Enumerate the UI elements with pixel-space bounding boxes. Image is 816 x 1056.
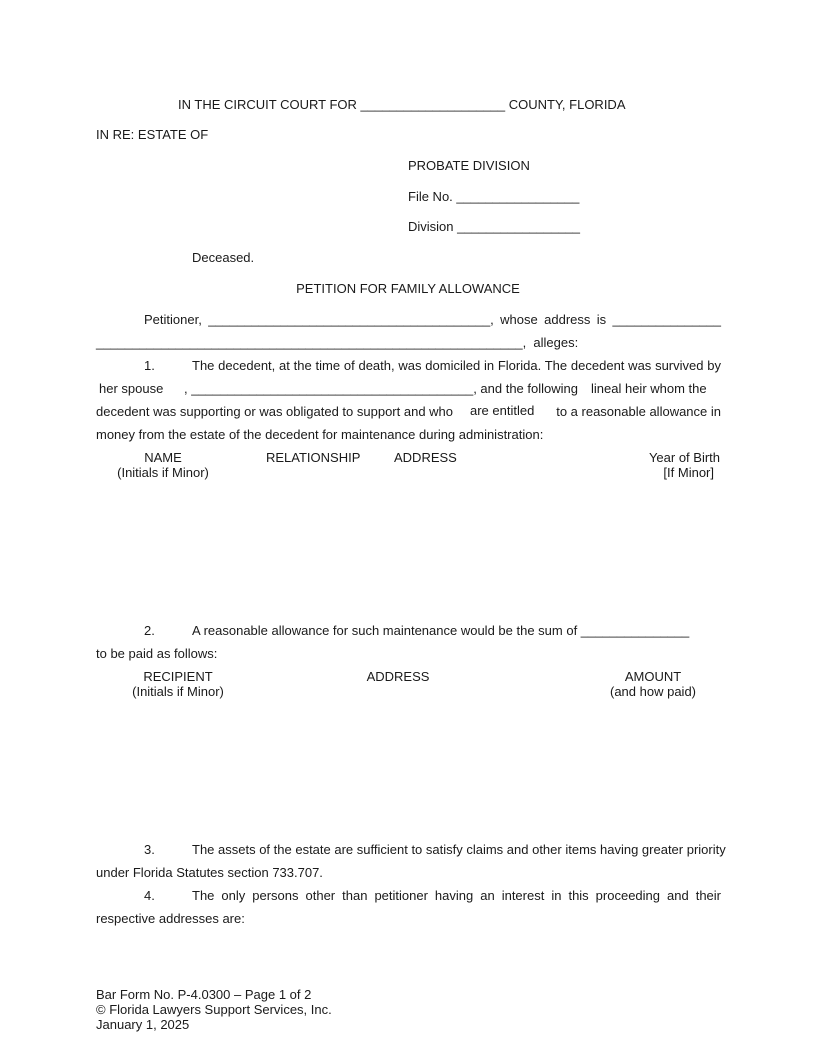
para1-line3b: are entitled [470,403,535,418]
division-field: Division _________________ [408,219,581,234]
para1-line1: The decedent, at the time of death, was domiciled in Florida. The decedent was survived by [192,358,721,373]
col-address-2: ADDRESS [366,669,430,684]
probate-division-label: PROBATE DIVISION [408,158,530,173]
para3-number: 3. [144,842,155,857]
para4-line1: The only persons other than petitioner having an interest in this proceeding and their [192,888,721,903]
col-amount: AMOUNT [624,669,682,684]
col-name: NAME [144,450,182,465]
para1-line3c: to a reasonable allowance in [556,404,721,419]
petitioner-line: Petitioner, _______________________________________, whose address is _______________ [144,312,721,327]
col-name-sub: (Initials if Minor) [117,465,209,480]
para1-spouse: her spouse [99,381,164,396]
para2-number: 2. [144,623,155,638]
deceased-label: Deceased. [192,250,255,265]
footer-copyright: © Florida Lawyers Support Services, Inc. [96,1002,332,1017]
col-recipient: RECIPIENT [143,669,213,684]
para2-line1: A reasonable allowance for such maintenance would be the sum of _______________ [192,623,690,638]
para2-line2: to be paid as follows: [96,646,218,661]
footer-date: January 1, 2025 [96,1017,190,1032]
petitioner-address-line: ___________________________________________________________, alleges: [96,335,579,350]
in-re-estate-label: IN RE: ESTATE OF [96,127,209,142]
para1-lineal-heir: lineal heir whom the [591,381,707,396]
col-recipient-sub: (Initials if Minor) [132,684,224,699]
court-heading: IN THE CIRCUIT COURT FOR ____________________ COUNTY, FLORIDA [178,97,626,112]
para3-line2: under Florida Statutes section 733.707. [96,865,323,880]
para4-number: 4. [144,888,155,903]
file-number-field: File No. _________________ [408,189,580,204]
col-relationship: RELATIONSHIP [266,450,361,465]
para1-spouse-blank: , _______________________________________, and the following [184,381,578,396]
col-address: ADDRESS [394,450,457,465]
col-year-sub: [If Minor] [663,465,714,480]
para3-line1: The assets of the estate are sufficient to satisfy claims and other items having greater priority [192,842,726,857]
footer-form-number: Bar Form No. P-4.0300 – Page 1 of 2 [96,987,312,1002]
para1-line3a: decedent was supporting or was obligated to support and who [96,404,454,419]
col-year-of-birth: Year of Birth [648,450,720,465]
para1-number: 1. [144,358,155,373]
para4-line2: respective addresses are: [96,911,245,926]
col-amount-sub: (and how paid) [610,684,696,699]
para1-line4: money from the estate of the decedent for maintenance during administration: [96,427,544,442]
document-title: PETITION FOR FAMILY ALLOWANCE [296,281,520,296]
